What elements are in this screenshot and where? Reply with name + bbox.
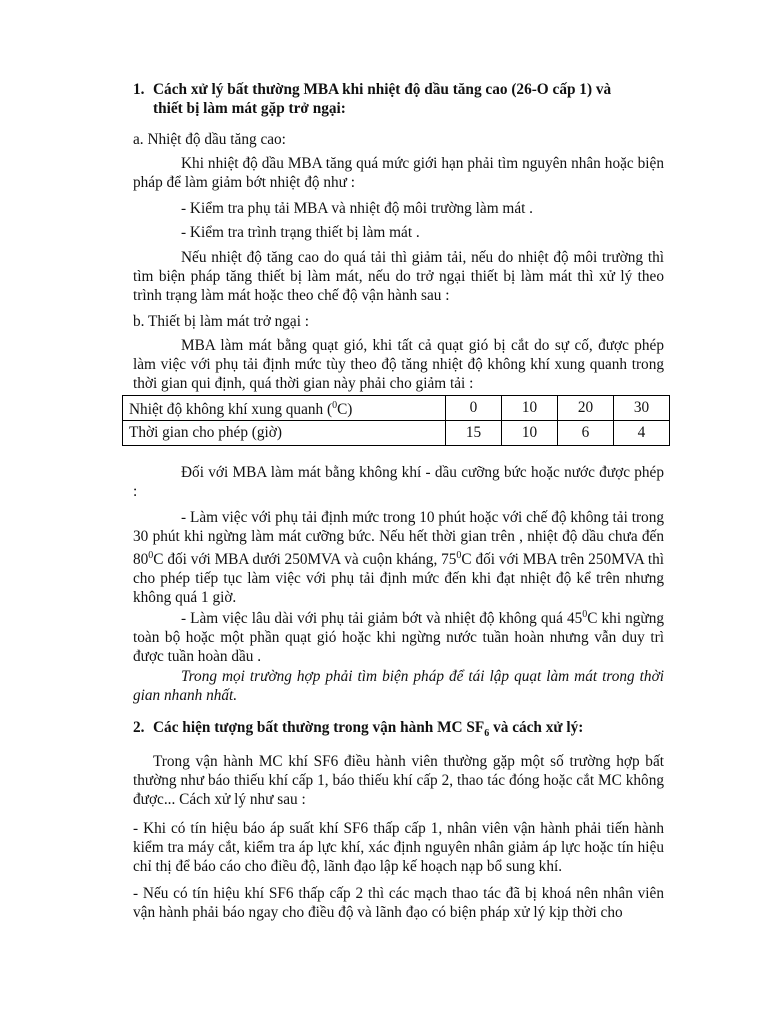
table-cell: 6 — [558, 421, 614, 446]
part-a-intro: Khi nhiệt độ dầu MBA tăng quá mức giới hạn phải tìm nguyên nhân hoặc biện pháp để làm giảm bớt nhiệt độ như : — [133, 155, 664, 191]
part-a-paragraph: Nếu nhiệt độ tăng cao do quá tải thì giảm tải, nếu do nhiệt độ môi trường thì tìm biện pháp tăng thiết bị làm mát, nếu do trở ngại thiết bị làm mát thì xử lý theo trình trạng làm mát hoặc theo chế độ vận hành sau : — [133, 249, 664, 304]
after-table-paragraph-3: - Làm việc lâu dài với phụ tải giảm bớt và nhiệt độ không quá $45^0C$ khi ngừng toàn bộ hoặc một phần quạt gió hoặc khi ngừng nước tuần hoàn nhưng vẫn duy trì được tuần hoàn dầu . — [133, 609, 664, 666]
table-row-temperature — [123, 396, 670, 421]
table-cell: 20 — [558, 396, 614, 421]
table-cell: 0 — [446, 396, 502, 421]
section-2-number: 2. — [133, 719, 145, 736]
section-2-bullet-2: - Nếu có tín hiệu khí SF6 thấp cấp 2 thì các mạch thao tác đã bị khoá nên nhân viên vận hành phải báo ngay cho điều độ và lãnh đạo có biện pháp xử lý kịp thời cho — [133, 885, 664, 921]
part-a-heading: a. Nhiệt độ dầu tăng cao: — [133, 131, 286, 148]
section-1-title-line-2: thiết bị làm mát gặp trở ngại: — [153, 100, 346, 117]
part-b-paragraph: MBA làm mát bằng quạt gió, khi tất cả quạt gió bị cắt do sự cố, được phép làm việc với phụ tải định mức tùy theo độ tăng nhiệt độ không khí xung quanh trong thời gian qui định, quá thời gian này phải cho giảm tải : — [133, 337, 664, 392]
table-cell: 10 — [502, 396, 558, 421]
after-table-paragraph-1: Đối với MBA làm mát bằng không khí - dầu cưỡng bức hoặc nước được phép : — [133, 464, 664, 500]
table-cell: 4 — [614, 421, 670, 446]
table-cell: 15 — [446, 421, 502, 446]
italic-note: Trong mọi trường hợp phải tìm biện pháp để tái lập quạt làm mát trong thời gian nhanh nhất. — [133, 668, 664, 704]
after-table-paragraph-2: - Làm việc với phụ tải định mức trong 10 phút hoặc với chế độ không tải trong 30 phút khi ngừng làm mát cưỡng bức. Nếu hết thời gian trên , nhiệt độ dầu chưa đến $80^0C$ đối với MBA dưới 250MVA và cuộn kháng, $75^0C$ đối với MBA trên 250MVA thì cho phép tiếp tục làm việc với phụ tải định mức đến khi đạt nhiệt độ kể trên nhưng không quá 1 giờ. — [133, 509, 664, 607]
table-row-label: Thời gian cho phép (giờ) — [123, 421, 446, 446]
section-2-intro: Trong vận hành MC khí SF6 điều hành viên thường gặp một số trường hợp bất thường như báo thiếu khí cấp 1, báo thiếu khí cấp 2, thao tác đóng hoặc cắt MC không được... Cách xử lý như sau : — [133, 753, 664, 808]
cooling-time-table — [122, 395, 670, 446]
section-2-title: Các hiện tượng bất thường trong vận hành MC $SF_6$ và cách xử lý: — [153, 719, 584, 740]
section-1-number: 1. — [133, 81, 145, 98]
section-1-heading — [133, 80, 673, 118]
section-2-bullet-1: - Khi có tín hiệu báo áp suất khí SF6 thấp cấp 1, nhân viên vận hành phải tiến hành kiểm tra máy cắt, kiểm tra áp lực khí, xác định nguyên nhân giảm áp lực hoặc tín hiệu chỉ thị để báo cáo cho điều độ, lãnh đạo lập kế hoạch nạp bổ sung khí. — [133, 820, 664, 875]
part-a-bullet-1: - Kiểm tra phụ tải MBA và nhiệt độ môi trường làm mát . — [181, 200, 534, 217]
section-1-title-line-1: Cách xử lý bất thường MBA khi nhiệt độ dầu tăng cao (26-O cấp 1) và — [153, 81, 612, 98]
part-a-bullet-2: - Kiểm tra trình trạng thiết bị làm mát . — [181, 224, 420, 241]
table-row-label: Nhiệt độ không khí xung quanh ($^0$C) — [123, 396, 446, 421]
table-row-time — [123, 421, 670, 446]
part-b-heading: b. Thiết bị làm mát trở ngại : — [133, 313, 310, 330]
table-cell: 10 — [502, 421, 558, 446]
section-2-heading — [133, 718, 673, 743]
table-cell: 30 — [614, 396, 670, 421]
